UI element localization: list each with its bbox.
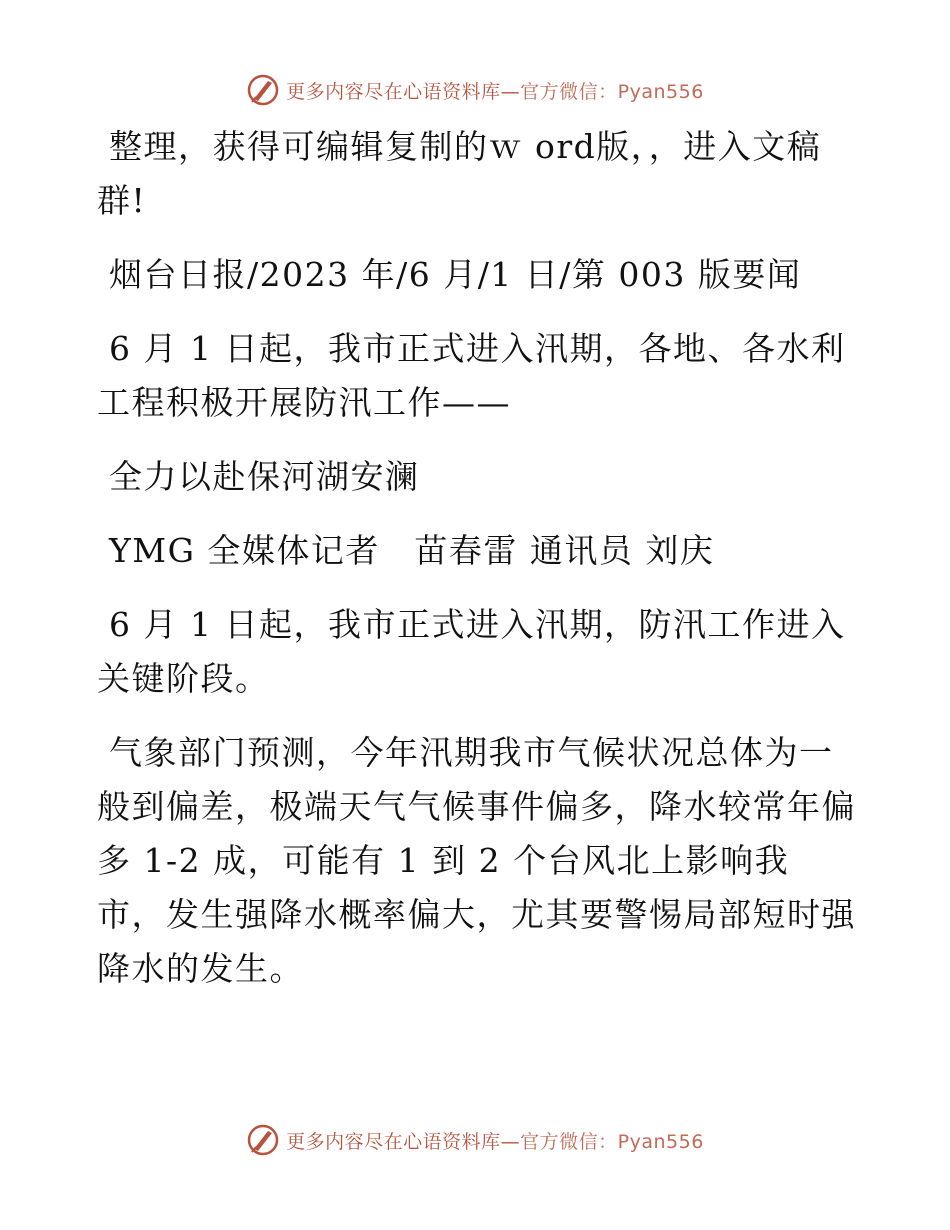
footer-watermark-banner: [0, 1120, 950, 1160]
watermark-separator: —: [500, 80, 521, 103]
quill-pen-logo-icon: [246, 1123, 280, 1157]
watermark-main-text: 更多内容尽在心语资料库: [286, 80, 501, 103]
article-byline: YMG 全媒体记者 苗春雷 通讯员 刘庆: [109, 531, 715, 570]
watermark-main-text: 更多内容尽在心语资料库: [286, 1130, 501, 1153]
paragraph-lead: 6 月 1 日起，我市正式进入汛期，防汛工作进入关键阶段。: [97, 605, 846, 698]
watermark-wechat-text: 官方微信：Pyan556: [520, 1130, 704, 1153]
watermark-wechat-text: 官方微信：Pyan556: [520, 80, 704, 103]
watermark-text: [286, 1127, 704, 1154]
article-headline: 全力以赴保河湖安澜: [109, 457, 420, 496]
watermark-separator: —: [500, 1130, 521, 1153]
paragraph-intro: 整理，获得可编辑复制的ｗ ord版，，进入文稿群!: [97, 127, 822, 220]
paragraph-forecast: 气象部门预测，今年汛期我市气候状况总体为一般到偏差，极端天气气候事件偏多，降水较常年偏多 1-2 成，可能有 1 到 2 个台风北上影响我市，发生强降水概率偏大，尤其要警惕局部短时强降水的发生。: [97, 733, 856, 988]
paragraph-kicker: 6 月 1 日起，我市正式进入汛期，各地、各水利工程积极开展防汛工作——: [97, 329, 846, 422]
paragraph-source: 烟台日报/2023 年/6 月/1 日/第 003 版要闻: [109, 255, 802, 294]
watermark-text: [286, 77, 704, 104]
document-body: [97, 120, 857, 1016]
quill-pen-logo-icon: [246, 73, 280, 107]
header-watermark-banner: [0, 70, 950, 110]
